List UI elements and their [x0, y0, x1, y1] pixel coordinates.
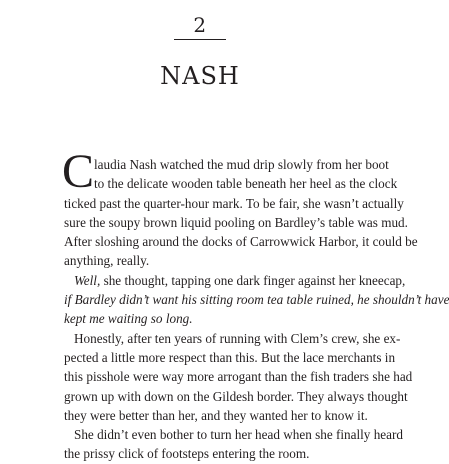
- paragraph-3-line-1: Honestly, after ten years of running with Clem’s crew, she ex-: [74, 330, 401, 346]
- paragraph-2-line-1-rest: she thought, tapping one dark finger against her kneecap,: [100, 272, 406, 288]
- paragraph-1-line-3: ticked past the quarter-hour mark. To be fair, she wasn’t actually: [64, 195, 404, 211]
- paragraph-1-line-4: sure the soupy brown liquid pooling on Bardley’s table was mud.: [64, 214, 408, 230]
- paragraph-2-line-1: [64, 271, 406, 290]
- paragraph-1-line-1-text: laudia Nash watched the mud drip slowly from her boot: [94, 157, 389, 172]
- paragraph-2-italic-lead: Well,: [74, 272, 101, 288]
- chapter-title: NASH: [160, 62, 240, 90]
- paragraph-3-line-2: pected a little more respect than this. But the lace merchants in: [64, 349, 396, 365]
- paragraph-3-line-5: they were better than her, and they wanted her to know it.: [64, 407, 368, 423]
- paragraph-1-line-6: anything, really.: [64, 253, 150, 269]
- paragraph-2-line-2-italic: if Bardley didn’t want his sitting room tea table ruined, he shouldn’t have: [64, 292, 449, 308]
- paragraph-2-line-3: [64, 309, 340, 328]
- paragraph-2-line-2: [64, 290, 449, 309]
- drop-cap: C: [62, 145, 95, 198]
- chapter-rule: [174, 39, 226, 40]
- chapter-body: [62, 145, 449, 464]
- paragraph-1-line-5: After sloshing around the docks of Carrowwick Harbor, it could be: [64, 234, 418, 250]
- paragraph-2-line-3-italic: kept me waiting so long.: [64, 311, 193, 327]
- paragraph-4-line-2: the prissy click of footsteps entering the room.: [64, 446, 310, 462]
- paragraph-4-line-1: She didn’t even bother to turn her head when she finally heard: [74, 427, 403, 443]
- chapter-number: 2: [193, 13, 207, 37]
- paragraph-3-line-3: this pisshole were way more arrogant than the fish traders she had: [64, 369, 413, 385]
- paragraph-1-line-2: to the delicate wooden table beneath her heel as the clock: [94, 176, 398, 192]
- paragraph-3-line-4: grown up with down on the Gildesh border. They always thought: [64, 388, 408, 404]
